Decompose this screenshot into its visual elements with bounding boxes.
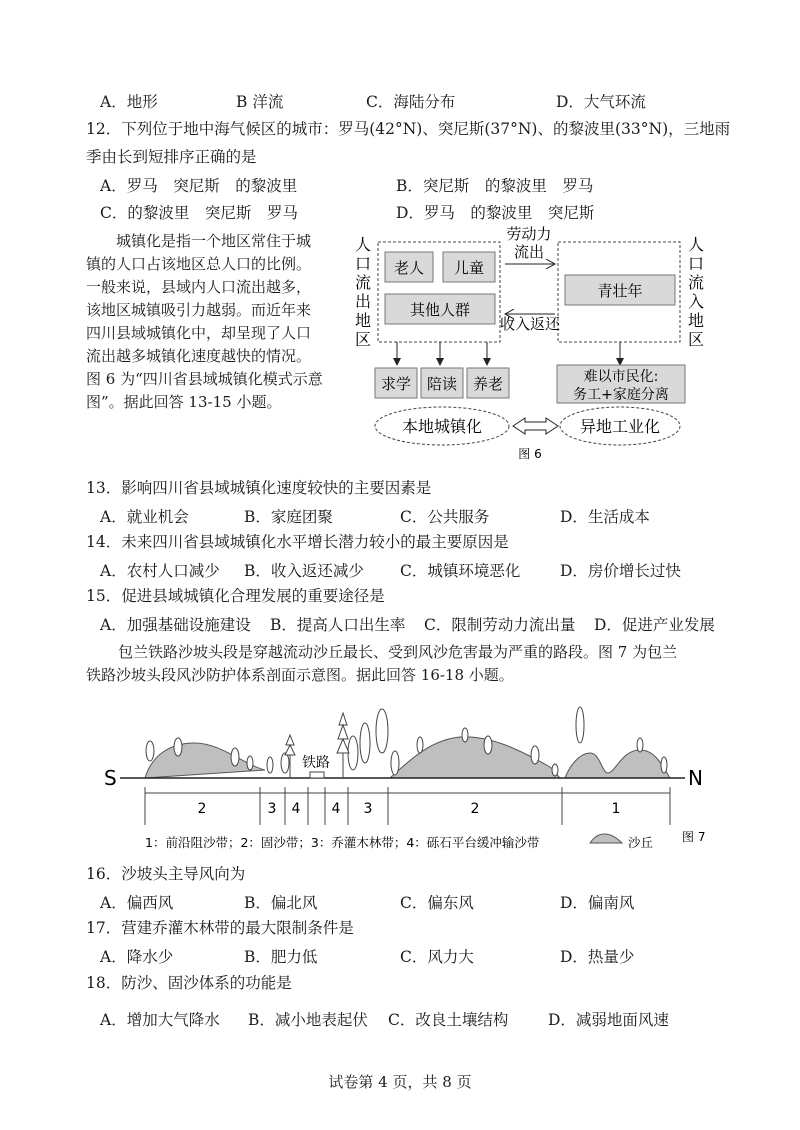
q15-option-d: D．促进产业发展 bbox=[594, 616, 715, 634]
intro-line: 一般来说，县域内人口流出越多， bbox=[86, 278, 312, 296]
intro-line: 图”。据此回答 13-15 小题。 bbox=[86, 393, 282, 411]
q18-option-c: C．改良土壤结构 bbox=[388, 1011, 509, 1029]
income-return-label: 收入返还 bbox=[499, 315, 561, 333]
q15-option-b: B．提高人口出生率 bbox=[270, 616, 406, 634]
q11-option-b: B 洋流 bbox=[236, 93, 284, 111]
q16-option-a: A．偏西风 bbox=[100, 894, 174, 912]
intro-line: 包兰铁路沙坡头段是穿越流动沙丘最长、受到风沙危害最为严重的路段。图 7 为包兰 bbox=[118, 643, 678, 661]
q18-option-b: B．减小地表起伏 bbox=[248, 1011, 368, 1029]
remote-industrialization-label: 异地工业化 bbox=[579, 417, 661, 436]
q18-option-a: A．增加大气降水 bbox=[100, 1011, 220, 1029]
q17-option-b: B．肥力低 bbox=[244, 948, 318, 966]
intro-16-18 bbox=[86, 641, 677, 687]
q12-option-b: B．突尼斯 的黎波里 罗马 bbox=[396, 177, 594, 195]
zone-label: 1 bbox=[611, 801, 621, 817]
q12-stem-cont: 季由长到短排序正确的是 bbox=[86, 148, 257, 166]
outflow-region-label bbox=[355, 235, 371, 349]
q13-stem: 13．影响四川省县域城镇化速度较快的主要因素是 bbox=[86, 479, 432, 497]
zone-label: 3 bbox=[267, 801, 277, 817]
zone-label: 4 bbox=[331, 801, 341, 817]
figure-7-profile bbox=[90, 705, 720, 855]
svg-text:口: 口 bbox=[354, 254, 372, 273]
intro-line: 流出越多城镇化速度越快的情况。 bbox=[86, 347, 312, 365]
dune-legend-icon bbox=[590, 834, 622, 843]
q16-option-c: C．偏东风 bbox=[400, 894, 474, 912]
labor-label: 劳动力 bbox=[506, 225, 552, 243]
intro-line: 镇的人口占该地区总人口的比例。 bbox=[86, 255, 312, 273]
zone-label: 2 bbox=[197, 801, 207, 817]
others-label: 其他人群 bbox=[409, 301, 471, 319]
q17-option-c: C．风力大 bbox=[400, 948, 474, 966]
page-footer: 试卷第 4 页，共 8 页 bbox=[328, 1073, 472, 1091]
accompany-label: 陪读 bbox=[426, 375, 458, 393]
intro-13-15 bbox=[86, 230, 348, 414]
q12-stem: 12．下列位于地中海气候区的城市：罗马(42°N)、突尼斯(37°N)、的黎波里(33°N)，三地雨 bbox=[86, 120, 731, 138]
svg-text:人: 人 bbox=[354, 235, 372, 254]
south-label: S bbox=[104, 766, 117, 790]
q13-option-c: C．公共服务 bbox=[400, 508, 490, 526]
svg-text:口: 口 bbox=[687, 254, 705, 273]
q14-option-a: A．农村人口减少 bbox=[100, 562, 220, 580]
svg-text:区: 区 bbox=[354, 330, 372, 349]
q13-option-a: A．就业机会 bbox=[100, 508, 189, 526]
svg-text:出: 出 bbox=[354, 292, 372, 311]
figure-6-caption: 图 6 bbox=[518, 447, 542, 461]
q16-stem: 16．沙坡头主导风向为 bbox=[86, 865, 246, 883]
svg-text:入: 入 bbox=[687, 292, 705, 311]
railway-icon bbox=[310, 772, 324, 778]
q15-option-a: A．加强基础设施建设 bbox=[100, 616, 251, 634]
labor-outflow-label: 流出 bbox=[513, 243, 545, 261]
railway-label: 铁路 bbox=[302, 755, 330, 771]
figure-6-diagram bbox=[345, 222, 720, 470]
q18-option-d: D．减弱地面风速 bbox=[548, 1011, 669, 1029]
zone-label: 2 bbox=[470, 801, 480, 817]
dune-shape bbox=[565, 750, 670, 778]
intro-line: 城镇化是指一个地区常住于城 bbox=[116, 232, 312, 250]
q16-option-d: D．偏南风 bbox=[560, 894, 635, 912]
hard-citizen-label: 难以市民化: bbox=[583, 369, 659, 385]
q11-option-c: C．海陆分布 bbox=[366, 93, 456, 111]
zone-label: 3 bbox=[363, 801, 373, 817]
youth-label: 青壮年 bbox=[597, 282, 643, 300]
q11-option-a: A．地形 bbox=[100, 93, 158, 111]
q11-option-d: D．大气环流 bbox=[556, 93, 646, 111]
zone-label: 4 bbox=[291, 801, 301, 817]
q14-option-b: B．收入返还减少 bbox=[244, 562, 364, 580]
q15-option-c: C．限制劳动力流出量 bbox=[424, 616, 576, 634]
inflow-region-label bbox=[688, 235, 704, 349]
q15-stem: 15．促进县域城镇化合理发展的重要途径是 bbox=[86, 587, 385, 605]
dune-legend-label: 沙丘 bbox=[628, 835, 654, 850]
elderly-label: 老人 bbox=[393, 259, 425, 277]
children-label: 儿童 bbox=[453, 259, 485, 277]
study-label: 求学 bbox=[380, 375, 412, 393]
svg-text:流: 流 bbox=[687, 273, 705, 292]
q12-option-d: D．罗马 的黎波里 突尼斯 bbox=[396, 204, 595, 222]
retire-label: 养老 bbox=[472, 375, 504, 393]
svg-text:地: 地 bbox=[687, 311, 705, 330]
q17-option-d: D．热量少 bbox=[560, 948, 635, 966]
q12-option-a: A．罗马 突尼斯 的黎波里 bbox=[100, 177, 298, 195]
intro-line: 铁路沙坡头段风沙防护体系剖面示意图。据此回答 16-18 小题。 bbox=[86, 666, 514, 684]
q17-stem: 17．营建乔灌木林带的最大限制条件是 bbox=[86, 919, 354, 937]
intro-line: 该地区城镇吸引力越弱。而近年来 bbox=[86, 301, 312, 319]
svg-text:人: 人 bbox=[687, 235, 705, 254]
q13-option-d: D．生活成本 bbox=[560, 508, 650, 526]
double-arrow-icon bbox=[513, 418, 558, 434]
svg-text:流: 流 bbox=[354, 273, 372, 292]
q16-option-b: B．偏北风 bbox=[244, 894, 318, 912]
q14-option-c: C．城镇环境恶化 bbox=[400, 562, 521, 580]
svg-text:区: 区 bbox=[687, 330, 705, 349]
q14-stem: 14．未来四川省县域城镇化水平增长潜力较小的最主要原因是 bbox=[86, 533, 509, 551]
q12-option-c: C．的黎波里 突尼斯 罗马 bbox=[100, 204, 298, 222]
q13-option-b: B．家庭团聚 bbox=[244, 508, 333, 526]
north-label: N bbox=[688, 766, 703, 790]
local-urbanization-label: 本地城镇化 bbox=[401, 417, 483, 436]
work-family-label: 务工+家庭分离 bbox=[573, 387, 669, 403]
figure-7-caption: 图 7 bbox=[682, 830, 706, 844]
q18-stem: 18．防沙、固沙体系的功能是 bbox=[86, 974, 292, 992]
figure-7-legend: 1：前沿阻沙带；2：固沙带；3：乔灌木林带；4：砾石平台缓冲输沙带 bbox=[145, 835, 540, 850]
intro-line: 图 6 为“四川省县域城镇化模式示意 bbox=[86, 370, 323, 388]
intro-line: 四川县域城镇化中，却呈现了人口 bbox=[86, 324, 312, 342]
q17-option-a: A．降水少 bbox=[100, 948, 174, 966]
q14-option-d: D．房价增长过快 bbox=[560, 562, 681, 580]
svg-text:地: 地 bbox=[354, 311, 372, 330]
